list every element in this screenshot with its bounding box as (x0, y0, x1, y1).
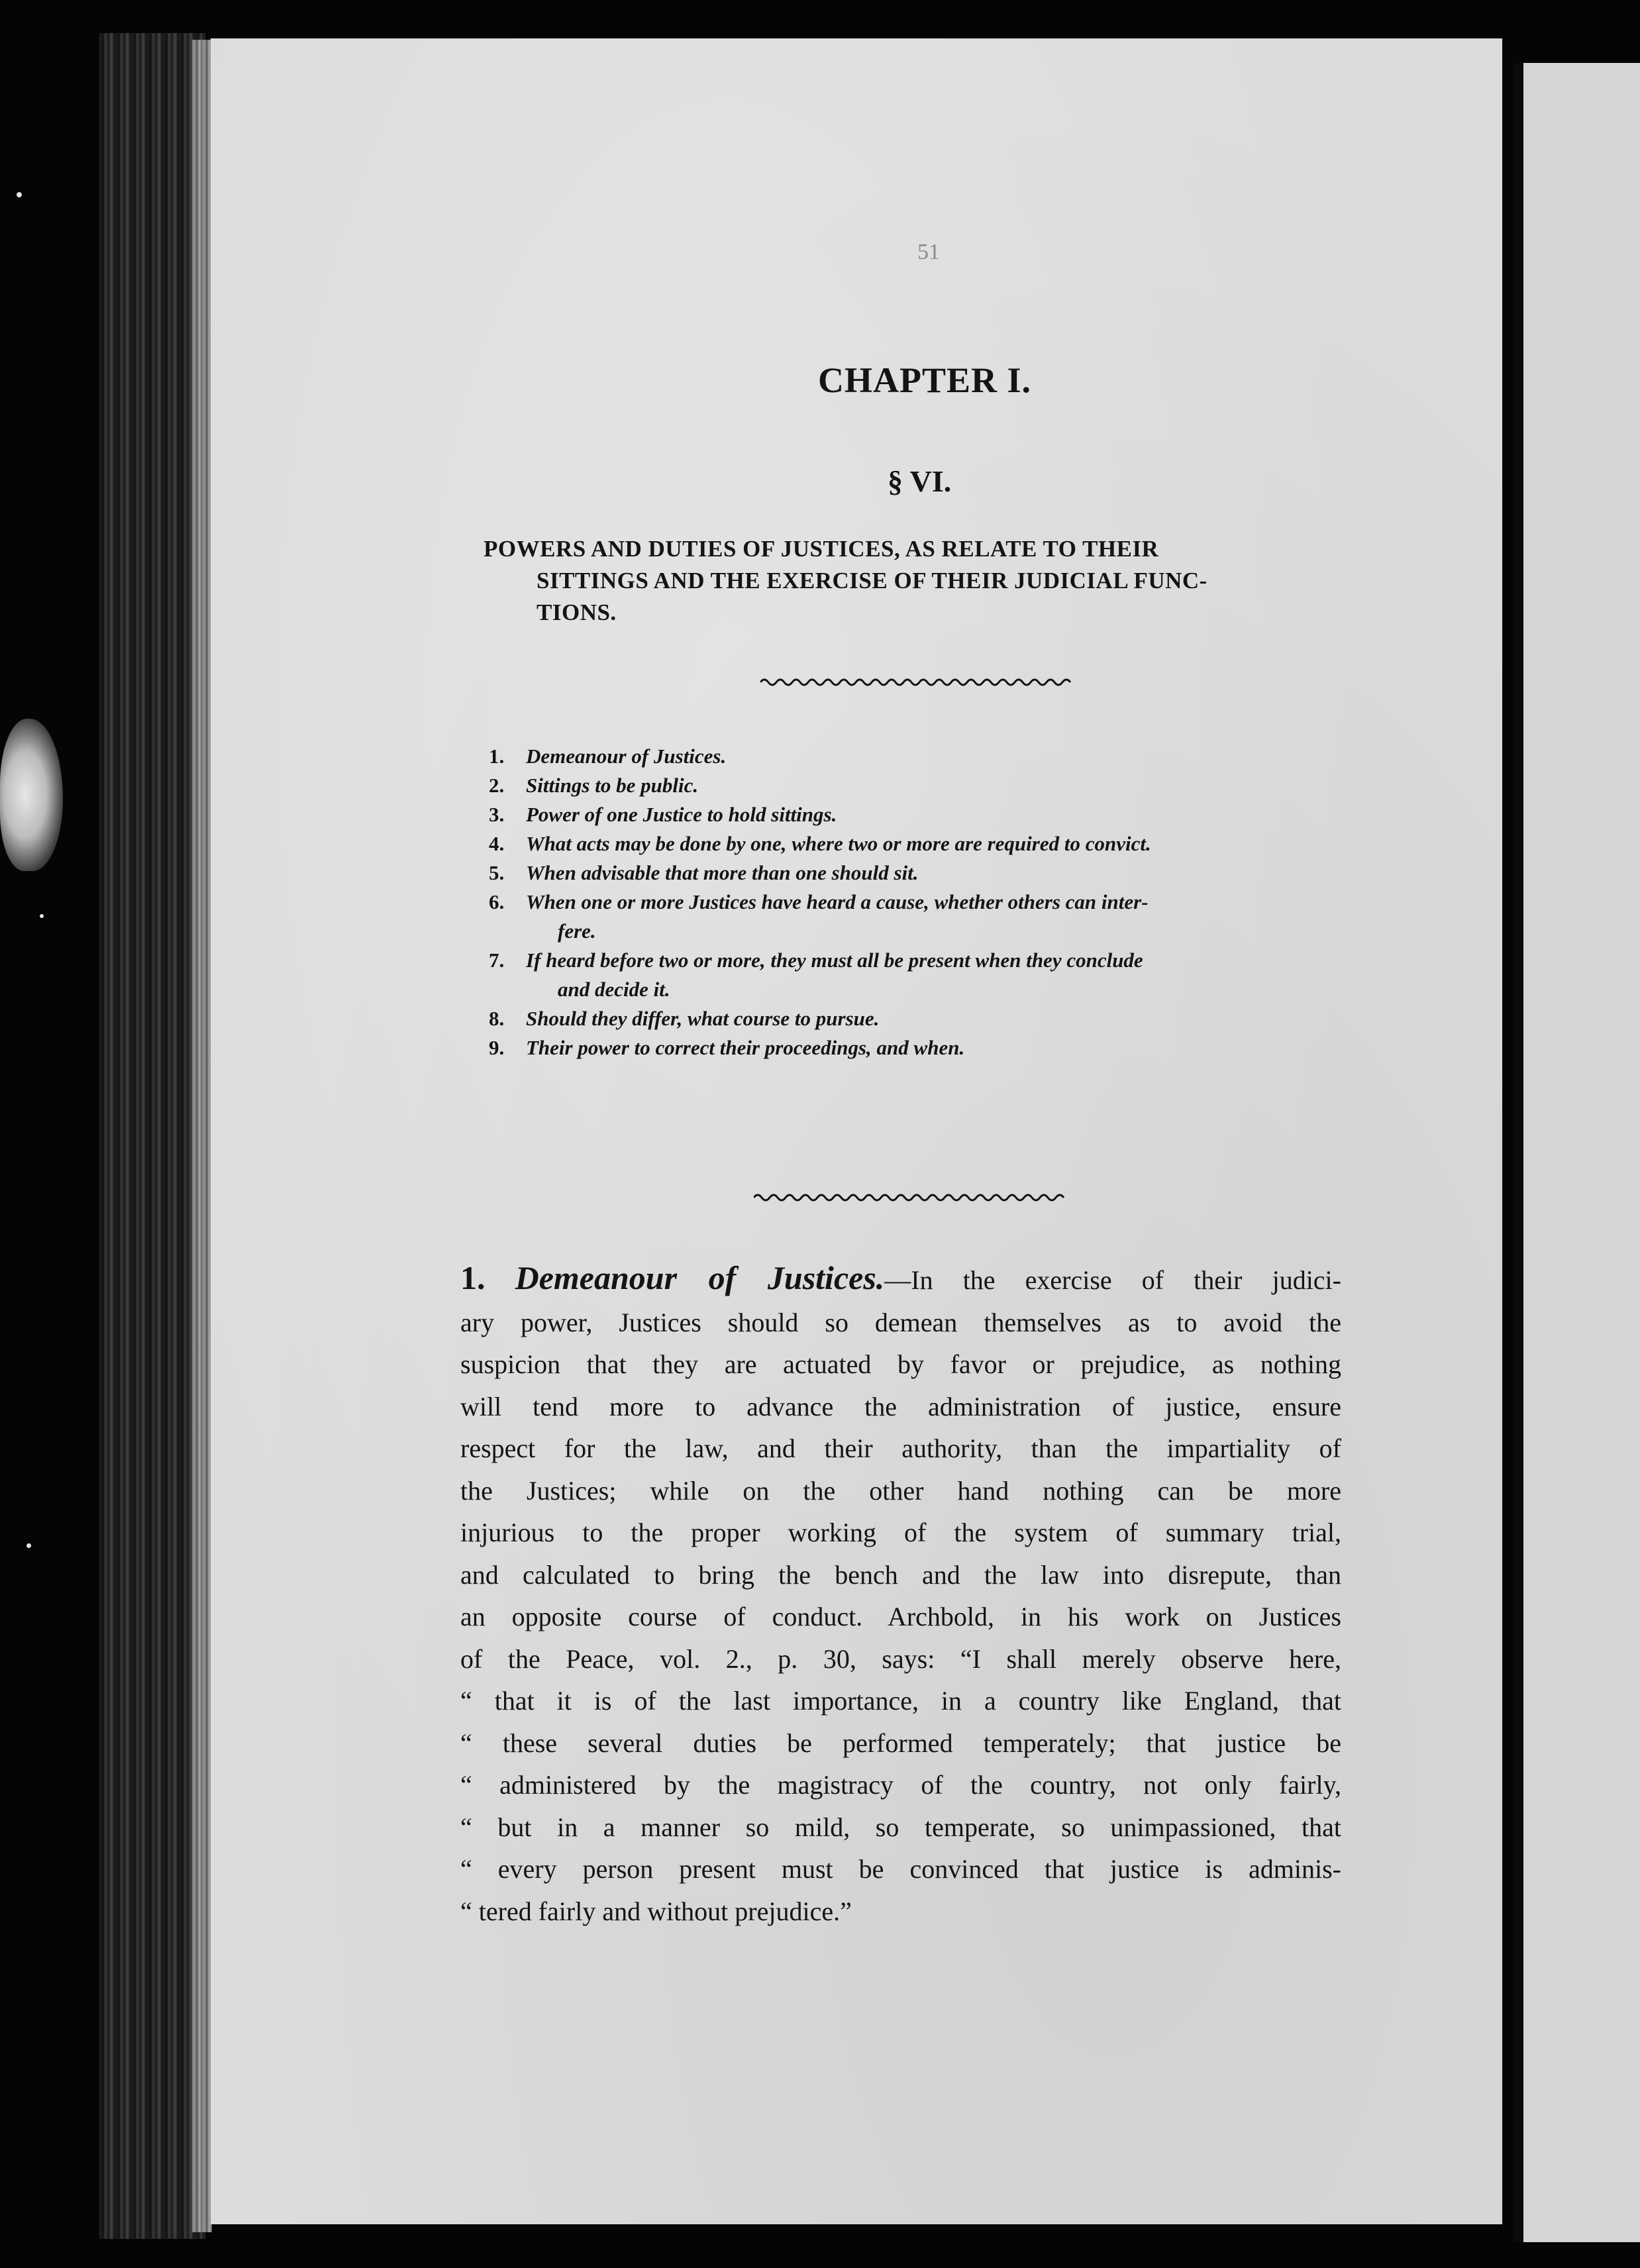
contents-list (489, 742, 1363, 1062)
body-line: and calculated to bring the bench and the law into disrepute, than (460, 1559, 1341, 1590)
wavy-rule-bottom (754, 1191, 1065, 1204)
paragraph-number: 1. (460, 1259, 486, 1296)
contents-item (489, 771, 1363, 800)
body-line: “ but in a manner so mild, so temperate, so unimpassioned, that (460, 1812, 1341, 1842)
body-line: “ tered fairly and without prejudice.” (460, 1896, 852, 1926)
body-line: “ that it is of the last importance, in a country like England, that (460, 1686, 1341, 1716)
body-line: the Justices; while on the other hand nothing can be more (460, 1475, 1341, 1506)
contents-text: Their power to correct their proceedings, and when. (526, 1036, 965, 1059)
contents-text: Sittings to be public. (526, 774, 699, 797)
contents-number: 7. (489, 949, 505, 972)
contents-number: 9. (489, 1036, 505, 1059)
contents-item (489, 946, 1363, 1004)
contents-item (489, 1004, 1363, 1033)
body-line: suspicion that they are actuated by favor or prejudice, as nothing (460, 1349, 1341, 1379)
contents-item (489, 1033, 1363, 1062)
section-title (484, 533, 1358, 629)
ink-blot (0, 719, 63, 871)
dust-speck (26, 1543, 31, 1548)
body-line: “ administered by the magistracy of the country, not only fairly, (460, 1770, 1341, 1800)
section-title-line: TIONS. (537, 599, 617, 625)
body-line: ary power, Justices should so demean themselves as to avoid the (460, 1307, 1341, 1337)
paragraph-heading: Demeanour of Justices. (515, 1259, 885, 1296)
page-edges (192, 40, 212, 2232)
contents-number: 6. (489, 890, 505, 913)
contents-text: When one or more Justices have heard a cause, whether others can inter- (526, 890, 1149, 913)
section-title-line: POWERS AND DUTIES OF JUSTICES, AS RELATE TO THEIR (484, 536, 1159, 562)
contents-text: Power of one Justice to hold sittings. (526, 803, 837, 826)
contents-item (489, 800, 1363, 829)
contents-text: Demeanour of Justices. (526, 745, 727, 768)
chapter-heading: CHAPTER I. (818, 360, 1032, 400)
section-title-line: SITTINGS AND THE EXERCISE OF THEIR JUDICIAL FUNC- (537, 568, 1207, 593)
section-heading: § VI. (888, 464, 952, 498)
contents-text-continued: and decide it. (558, 978, 670, 1001)
body-line-text: —In the exercise of their judici- (884, 1265, 1341, 1295)
contents-number: 1. (489, 745, 505, 768)
contents-number: 3. (489, 803, 505, 826)
body-line: an opposite course of conduct. Archbold, in his work on Justices (460, 1602, 1341, 1631)
body-paragraph (460, 1257, 1341, 1932)
dust-speck (40, 914, 44, 918)
contents-text: Should they differ, what course to pursue. (526, 1007, 880, 1030)
body-line: “ every person present must be convinced that justice is adminis- (460, 1854, 1341, 1884)
facing-page-edge (1523, 63, 1640, 2242)
body-line: respect for the law, and their authority, than the impartiality of (460, 1433, 1341, 1463)
body-line (460, 1257, 1341, 1302)
contents-text-continued: fere. (558, 919, 596, 943)
contents-text: What acts may be done by one, where two or more are required to convict. (526, 832, 1151, 855)
contents-text: When advisable that more than one should sit. (526, 861, 919, 884)
body-line: injurious to the proper working of the system of summary trial, (460, 1518, 1341, 1547)
contents-item (489, 742, 1363, 771)
body-line: “ these several duties be performed temperately; that justice be (460, 1727, 1341, 1758)
contents-number: 8. (489, 1007, 505, 1030)
contents-number: 2. (489, 774, 505, 797)
contents-item (489, 829, 1363, 858)
book-binding (99, 33, 205, 2239)
contents-text: If heard before two or more, they must all be present when they conclude (526, 949, 1143, 972)
page-number: 51 (917, 240, 940, 264)
contents-item (489, 858, 1363, 888)
body-line: of the Peace, vol. 2., p. 30, says: “I shall merely observe here, (460, 1643, 1341, 1674)
dust-speck (17, 192, 22, 197)
contents-item (489, 888, 1363, 946)
body-line: will tend more to advance the administration of justice, ensure (460, 1391, 1341, 1421)
contents-number: 5. (489, 861, 505, 884)
contents-number: 4. (489, 832, 505, 855)
wavy-rule-top (760, 676, 1072, 689)
